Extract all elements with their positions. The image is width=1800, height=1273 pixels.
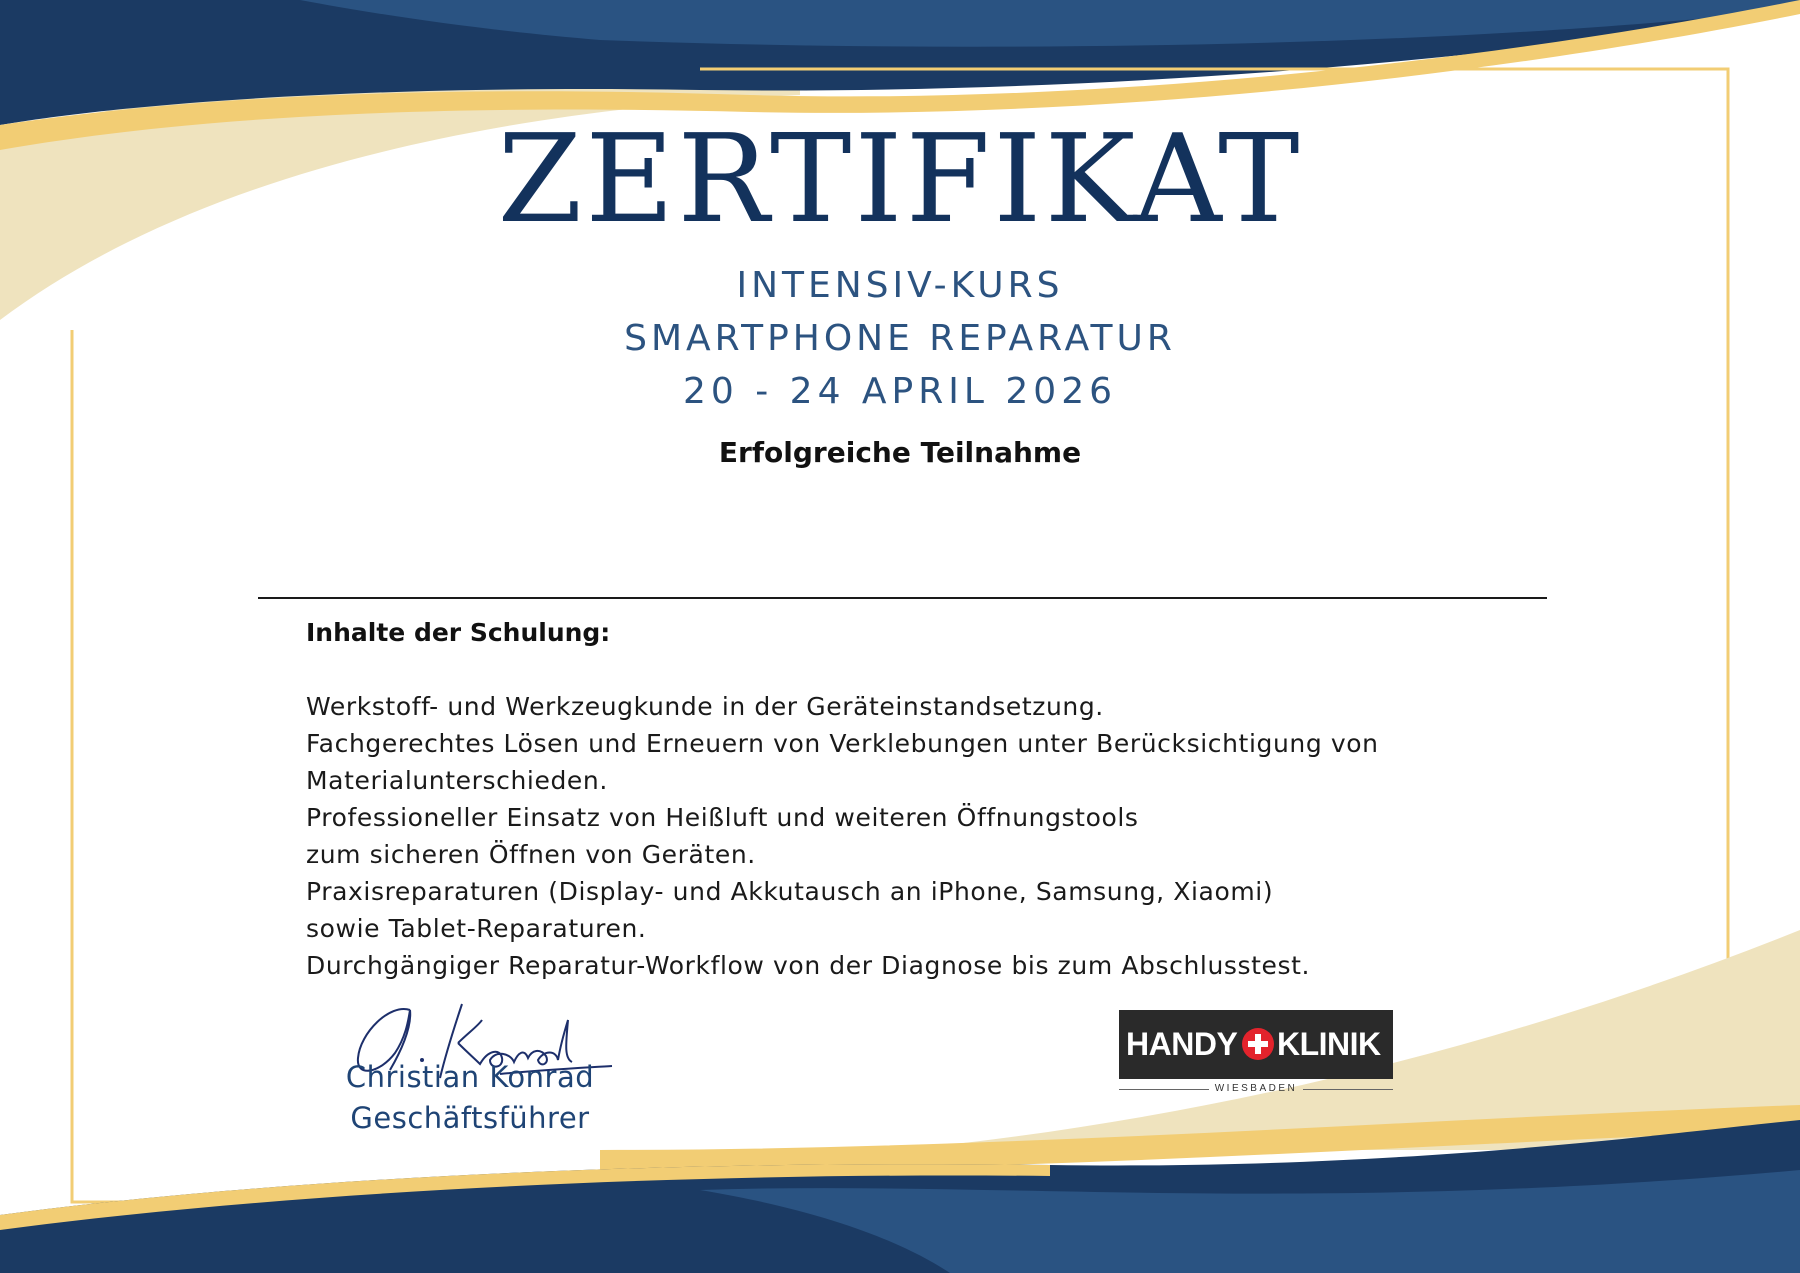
contents-line: Praxisreparaturen (Display- und Akkutausch an iPhone, Samsung, Xiaomi) [306, 877, 1274, 906]
success-label: Erfolgreiche Teilnahme [718, 436, 1082, 469]
contents-line: Fachgerechtes Lösen und Erneuern von Verklebungen unter Berücksichtigung von [306, 729, 1379, 758]
contents-list [306, 688, 1379, 984]
contents-line: Professioneller Einsatz von Heißluft und weiteren Öffnungstools [306, 803, 1139, 832]
name-underline [258, 597, 1547, 599]
logo-city: WIESBADEN [1214, 1083, 1298, 1094]
course-line-1: INTENSIV-KURS [736, 265, 1064, 306]
course-dates: 20 - 24 APRIL 2026 [682, 371, 1118, 412]
logo-brand-left: HANDY [1126, 1026, 1238, 1062]
contents-heading: Inhalte der Schulung: [306, 618, 611, 647]
handy-klinik-logo [1119, 1010, 1393, 1096]
contents-line: sowie Tablet-Reparaturen. [306, 914, 647, 943]
contents-line: zum sicheren Öffnen von Geräten. [306, 840, 756, 869]
signatory-role: Geschäftsführer [350, 1101, 590, 1135]
course-line-2: SMARTPHONE REPARATUR [624, 318, 1176, 359]
contents-line: Durchgängiger Reparatur-Workflow von der Diagnose bis zum Abschlusstest. [306, 951, 1311, 980]
contents-line: Werkstoff- und Werkzeugkunde in der Geräteinstandsetzung. [306, 692, 1104, 721]
swiss-cross-icon [1241, 1027, 1275, 1061]
logo-city-rule-right [1303, 1089, 1393, 1090]
signatory-name: Christian Konrad [345, 1060, 595, 1094]
certificate-title: ZERTIFIKAT [497, 108, 1303, 250]
logo-brand-right: KLINIK [1277, 1026, 1381, 1062]
contents-line: Materialunterschieden. [306, 766, 608, 795]
